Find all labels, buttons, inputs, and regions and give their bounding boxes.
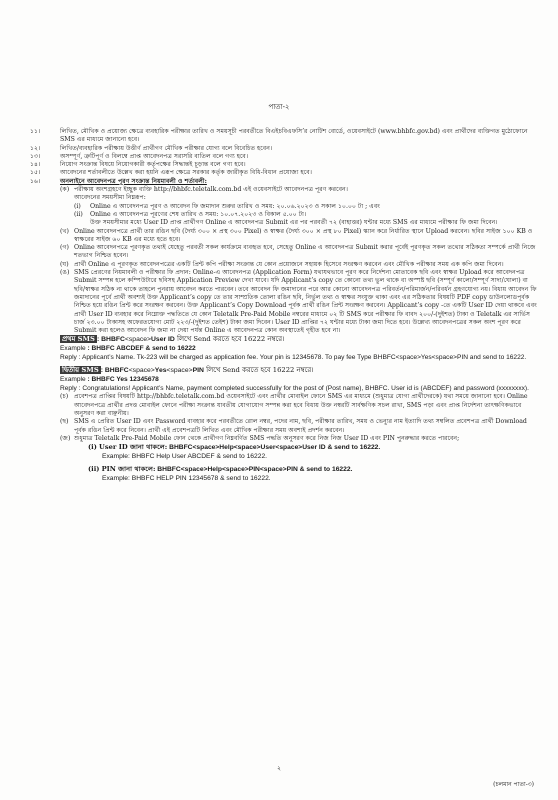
schedule-end-text: Online এ আবেদনপত্র পূরণের শেষ তারিখ ও সময়: ১০.০৭.২০২৩ ও বিকাল ৫.০০ টা। — [90, 210, 307, 218]
option-title: User ID জানা থাকলে: — [99, 443, 168, 452]
item-number: ১৬। — [30, 177, 41, 185]
clause-ka — [60, 186, 538, 203]
roman-label: (i) — [74, 202, 81, 210]
user-id-token: User ID — [151, 336, 175, 344]
section-heading: অনলাইনে আবেদনপত্র পূরণ সংক্রান্ত নিয়মাবলী ও শর্তাবলী: — [60, 177, 207, 185]
clause-label: (ছ) — [60, 418, 69, 426]
clause-label: (চ) — [60, 393, 69, 401]
item-text: নিয়োগ সংক্রান্ত বিষয়ে নিয়োগকারী কর্তৃপক্ষের সিদ্ধান্তই চূড়ান্ত বলে গণ্য হবে। — [60, 161, 246, 169]
list-item — [30, 145, 538, 153]
option-label: (i) — [88, 443, 97, 452]
clause-text: SMS এ প্রেরিত User ID এবং Password ব্যবহার করে পরবর্তীতে রোল নম্বর, পদের নাম, ছবি, পরীক্ষার তারিখ, সময় ও ভেন্যুর নাম ইত্যাদি তথ্য সম্বলিত প্রবেশপত্র প্রার্থী Download পূর্বক রঙিন প্রিন্ট করে নিবেন। প্রার্থী এই প্রবেশপত্রটি লিখিত এবং মৌখিক পরীক্ষার সময় অবশ্যই প্রদর্শন করবেন। — [74, 418, 527, 434]
clause-ga — [60, 244, 538, 261]
clause-text: পরীক্ষায় অংশগ্রহণে ইচ্ছুক ব্যক্তি http://bhbfc.teletalk.com.bd এই ওয়েবসাইটে আবেদনপত্র পূরণ করবেন। — [74, 186, 348, 194]
list-item — [30, 169, 538, 177]
schedule-start-text: Online এ আবেদনপত্র পূরণ ও আবেদন ফি জমাদান শুরুর তারিখ ও সময়: ২০.০৬.২০২৩ ও সকাল ১০.০০ টা ; এবং — [90, 202, 380, 210]
sms1-reply: Reply : Applicant’s Name. Tk-223 will be charged as application fee. Your pin is 12345678. To pay fee Type BHBFC<space>Yes<space>PIN and send to 16222. — [60, 354, 527, 362]
option-format: BHBFC<space>Help<space>User<space>User ID & send to 16222. — [167, 444, 381, 452]
item-text: লিখিত/ব্যবহারিক পরীক্ষায় উত্তীর্ণ প্রার্থীগণ মৌখিক পরীক্ষার যোগ্য বলে বিবেচিত হবেন। — [60, 144, 273, 152]
clause-text: Online আবেদনপত্রে পূরণকৃত তথ্যই যেহেতু পরবর্তী সকল কার্যক্রমে ব্যবহৃত হবে, সেহেতু Online এ আবেদনপত্র Submit করার পূর্বেই পূরণকৃত সকল তথ্যের সঠিকতা সম্পর্কে প্রার্থী নিজে শতভাগ নিশ্চিত হবেন। — [74, 244, 536, 260]
schedule-note: উক্ত সময়সীমার মধ্যে User ID প্রাপ্ত প্রার্থীগণ Online এ আবেদনপত্র Submit এর পর পরবর্তী ৭২ (বাহাত্তর) ঘন্টার মধ্যে SMS এর মাধ্যমে পরীক্ষার ফি জমা দিবেন। — [90, 219, 498, 227]
sms2-reply: Reply : Congratulations! Applicant’s Name, payment completed successfully for the post of (Post name), BHBFC. User id is (ABCDEF) and password (xxxxxxxx). — [60, 385, 529, 393]
sms2-example — [60, 375, 538, 384]
recover-user-id — [88, 443, 538, 452]
list-item — [30, 153, 538, 161]
recover-user-id-example: Example: BHBFC Help User ABCDEF & send to 16222. — [102, 453, 268, 461]
sms-keyword: : BHBFC — [96, 336, 125, 344]
sms1-format — [60, 335, 538, 344]
item-number: ১১। — [30, 128, 41, 135]
sms1-tag: প্রথম SMS — [62, 335, 95, 344]
item-number: ১৪। — [30, 161, 41, 169]
space-token: <space> — [166, 367, 193, 375]
example-label: Example — [60, 345, 86, 353]
item-number: ১৩। — [30, 152, 41, 160]
space-token: <space> — [124, 336, 151, 344]
example-value: : BHBFC ABCDEF & send to 16222 — [87, 345, 196, 353]
roman-label: (ii) — [74, 210, 83, 218]
clause-label: (ঙ) — [60, 269, 70, 277]
clause-label: (গ) — [60, 244, 69, 252]
sms2-format — [60, 366, 538, 375]
clause-cha — [60, 393, 538, 418]
sms-keyword: : BHBFC — [100, 367, 129, 375]
item-number: ১৫। — [30, 169, 41, 177]
page-number: ২ — [277, 765, 281, 772]
sms-instruction: লিখে Send করতে হবে 16222 নম্বরে। — [203, 366, 314, 375]
clause-label: (জ) — [60, 434, 71, 442]
clause-gha — [60, 261, 538, 269]
clause-ja — [60, 435, 538, 443]
item-number: ১২। — [30, 144, 41, 152]
pin-token: PIN — [192, 367, 204, 375]
document-body — [30, 128, 538, 483]
example-label: Example — [60, 376, 86, 384]
clause-text: প্রবেশপত্র প্রাপ্তির বিষয়টি http://bhbfc.teletalk.com.bd ওয়েবসাইটে এবং প্রার্থীর মোবাইল ফোনে SMS এর মাধ্যমে (শুধুমাত্র যোগ্য প্রার্থীদেরকে) যথা সময়ে জানানো হবে। Online আবেদনপত্রে প্রার্থীর প্রদত্ত মোবাইল ফোনে পরীক্ষা সংক্রান্ত যাবতীয় যোগাযোগ সম্পন্ন করা হবে বিধায় উক্ত নম্বরটি সার্বক্ষণিক সচল রাখা, SMS পড়া এবং প্রাপ্ত নির্দেশনা তাৎক্ষণিকভাবে অনুসরণ করা বাঞ্ছনীয়। — [74, 393, 528, 418]
sms1-example — [60, 344, 538, 353]
recover-pin — [88, 465, 538, 474]
clause-text: SMS প্রেরণের নিয়মাবলী ও পরীক্ষার ফি প্রদান: Online-এ আবেদনপত্র (Application Form) যথাযথভাবে পূরণ করে নির্দেশনা মোতাবেক ছবি এবং স্বাক্ষর Upload করে আবেদনপত্র Submit সম্পন্ন হলে কম্পিউটারে ছবিসহ Application Preview দেখা যাবে। যদি Applicant’s copy তে কোনো তথ্য ভুল থাকে বা অস্পষ্ট ছবি (সম্পূর্ণ কালো/সম্পূর্ণ সাদা/ঘোলা) বা ছবি/স্বাক্ষর সঠিক না থাকে তাহলে পুনরায় আবেদন করতে পারবেন। তবে আবেদন ফি জমাদানের পরে আর কোনো আবেদনপত্র পরিবর্তন/পরিমার্জন/পরিবর্ধন গ্রহণযোগ্য নয়। বিধায় আবেদন ফি জমাদানের পূর্বে প্রার্থী অবশ্যই উক্ত Applicant’s copy তে তার সাম্প্রতিক তোলা রঙিন ছবি, নির্ভুল তথ্য ও স্বাক্ষর সংযুক্ত থাকা এবং এর সঠিকতার বিষয়টি PDF copy ডাউনলোডপূর্বক নিশ্চিত হয়ে রঙিন প্রিন্ট করে সংরক্ষণ করবেন। উক্ত Applicant’s Copy Download পূর্বক প্রার্থী রঙিন প্রিন্ট সংরক্ষণ করবেন। Applicant’s copy -তে একটি User ID দেয়া থাকবে এবং প্রার্থী User ID ব্যবহার করে নিম্নোক্ত পদ্ধতিতে যে কোন Teletalk Pre-Paid Mobile নম্বরের মাধ্যমে ০২ টি SMS করে পরীক্ষার ফি বাবদ ২০০/-(দুইশত) টাকা ও Teletalk এর সার্ভিস চার্জ ২৩.০০ টাকাসহ অফেরতযোগ্য মোট ২২৩/-(দুইশত তেইশ) টাকা জমা দিবেন। User ID প্রাপ্তির ৭২ ঘন্টার মধ্যে টাকা জমা দিতে হবে। উল্লেখ্য আবেদনপত্রের সকল অংশ পূরণ করে Submit করা হলেও আবেদন ফি জমা না দেয়া পর্যন্ত Online এ আবেদনপত্র কোন অবস্থাতেই গৃহীত হবে না। — [74, 269, 537, 335]
clause-label: (ক) — [60, 186, 70, 194]
recover-pin-example: Example: BHBFC HELP PIN 12345678 & send to 16222. — [102, 475, 271, 483]
clause-text: Online আবেদনপত্রে প্রার্থী তার রঙিন ছবি (দৈর্ঘ্য ৩০০ × প্রস্থ ৩০০ Pixel) ও স্বাক্ষর (দৈর্ঘ্য ৩০০ × প্রস্থ ৮০ Pixel) স্ক্যান করে নির্ধারিত স্থানে Upload করবেন। ছবির সাইজ ১০০ KB ও স্বাক্ষরের সাইজ ৬০ KB এর মধ্যে হতে হবে। — [74, 227, 533, 243]
clause-text: প্রার্থী Online এ পূরণকৃত আবেদনপত্রের একটি প্রিন্ট কপি পরীক্ষা সংক্রান্ত যে কোন প্রয়োজনে সহায়ক হিসেবে সংরক্ষণ করবেন এবং মৌখিক পরীক্ষার সময় এক কপি জমা দিবেন। — [74, 260, 504, 268]
option-label: (ii) — [88, 465, 100, 474]
yes-token: Yes — [154, 367, 167, 375]
item-text: অসম্পূর্ণ, ত্রুটিপূর্ণ ও বিলম্বে প্রাপ্ত আবেদনপত্র সরাসরি বাতিল বলে গণ্য হবে। — [60, 152, 249, 160]
clause-label: (ঘ) — [60, 260, 69, 268]
sms2-tag: দ্বিতীয় SMS — [62, 366, 99, 375]
clause-text: শুধুমাত্র Teletalk Pre-Paid Mobile ফোন থেকে প্রার্থীগণ নিম্নবর্ণিত SMS পদ্ধতি অনুসরণ করে নিজ নিজ User ID এবং PIN পুনরুদ্ধার করতে পারবেন; — [74, 434, 460, 442]
option-title: PIN জানা থাকলে: — [101, 465, 156, 474]
section-heading-row — [30, 178, 538, 186]
clause-chha — [60, 418, 538, 435]
option-format: BHBFC<space>Help<space>PIN<space>PIN & send to 16222. — [155, 466, 353, 474]
item-text: আবেদনের শর্তাবলীতে উল্লেখ করা হয়নি এরূপ ক্ষেত্রে সরকার কর্তৃক জারীকৃত বিধি-বিধান প্রযোজ্য হবে। — [60, 169, 312, 177]
schedule-start — [74, 203, 538, 211]
clause-umo — [60, 269, 538, 335]
example-value: : BHBFC Yes 12345678 — [87, 376, 159, 384]
continued-note: (চলমান পাতা-৩) — [493, 781, 534, 788]
page-label: পাতা-২ — [268, 103, 290, 111]
clause-kha — [60, 228, 538, 245]
sms-instruction: লিখে Send করতে হবে 16222 নম্বরে। — [174, 335, 285, 344]
clause-label: (খ) — [60, 227, 69, 235]
schedule-title: আবেদনের সময়সীমা নিম্নরূপ: — [74, 194, 146, 202]
list-item — [30, 128, 538, 145]
space-token: <space> — [128, 367, 155, 375]
item-text: লিখিত, মৌখিক ও প্রয়োজ্য ক্ষেত্রে ব্যবহারিক পরীক্ষার তারিখ ও সময়সূচী পরবর্তীতে বিএইচবিএফসি’র নোটিশ বোর্ডে, ওয়েবসাইটে (www.bhbfc.gov.bd) এবং প্রার্থীদের ব্যক্তিগত মুঠোফোনে SMS এর মাধ্যমে জানানো হবে। — [60, 128, 528, 144]
